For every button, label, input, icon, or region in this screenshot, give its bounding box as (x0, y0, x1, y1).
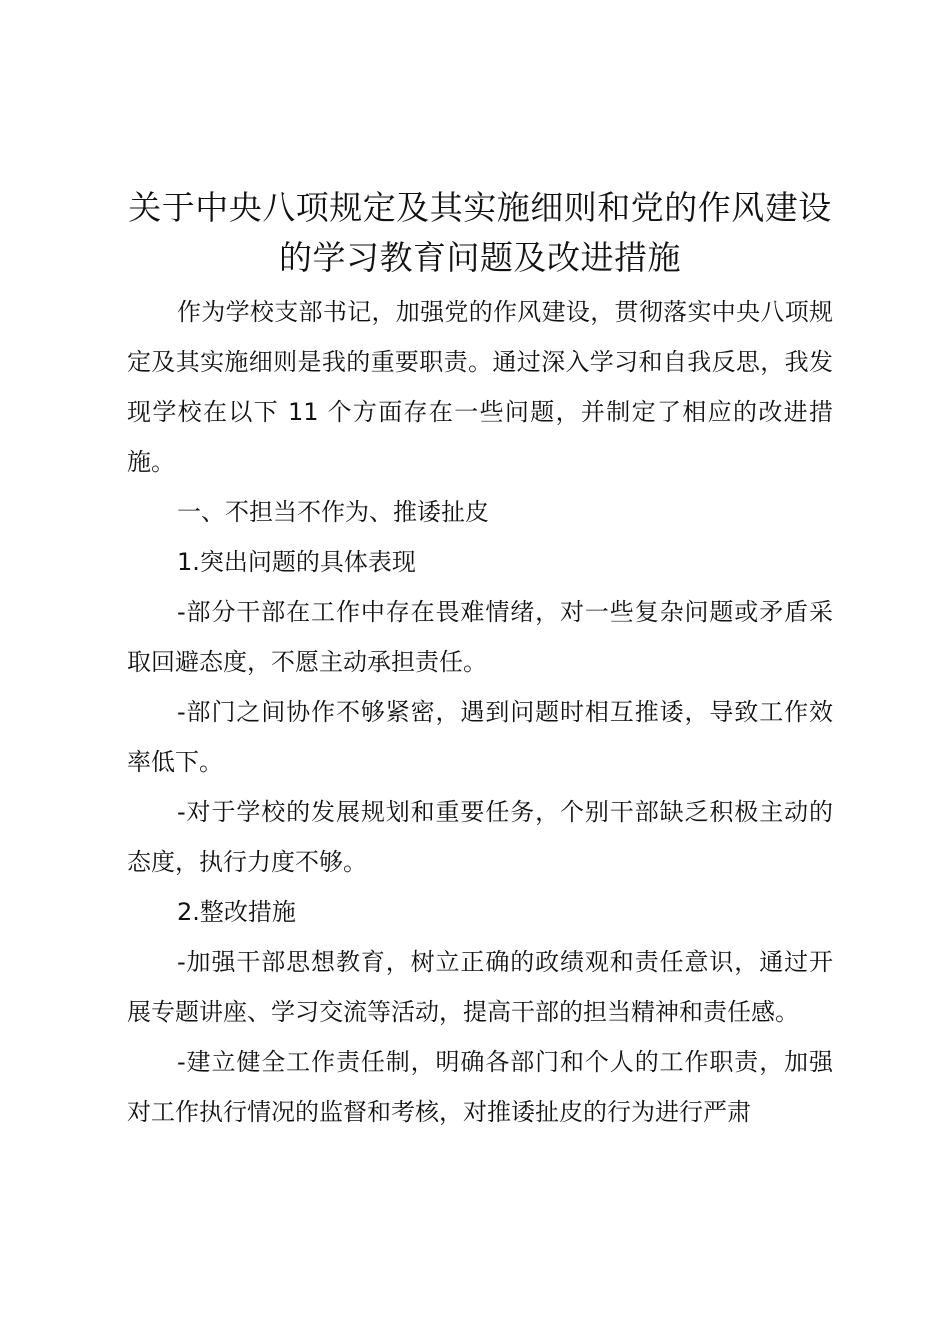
bullet-paragraph: -对于学校的发展规划和重要任务，个别干部缺乏积极主动的态度，执行力度不够。 (127, 798, 833, 876)
document-body (127, 287, 833, 1137)
bullet-paragraph: -部门之间协作不够紧密，遇到问题时相互推诿，导致工作效率低下。 (127, 698, 833, 776)
section-heading-1: 一、不担当不作为、推诿扯皮 (177, 498, 489, 526)
bullet-paragraph: -加强干部思想教育，树立正确的政绩观和责任意识，通过开展专题讲座、学习交流等活动，提高干部的担当精神和责任感。 (127, 948, 833, 1026)
document-page (127, 183, 833, 1137)
document-title: 关于中央八项规定及其实施细则和党的作风建设的学习教育问题及改进措施 (128, 188, 832, 277)
paragraph-intro: 作为学校支部书记，加强党的作风建设，贯彻落实中央八项规定及其实施细则是我的重要职责。通过深入学习和自我反思，我发现学校在以下 11 个方面存在一些问题，并制定了相应的改进措施。 (127, 298, 833, 476)
bullet-paragraph: -建立健全工作责任制，明确各部门和个人的工作职责，加强对工作执行情况的监督和考核，对推诿扯皮的行为进行严肃 (127, 1048, 833, 1126)
bullet-paragraph: -部分干部在工作中存在畏难情绪，对一些复杂问题或矛盾采取回避态度，不愿主动承担责任。 (127, 598, 833, 676)
subheading-problems: 1.突出问题的具体表现 (177, 548, 416, 576)
subheading-measures: 2.整改措施 (177, 898, 296, 926)
